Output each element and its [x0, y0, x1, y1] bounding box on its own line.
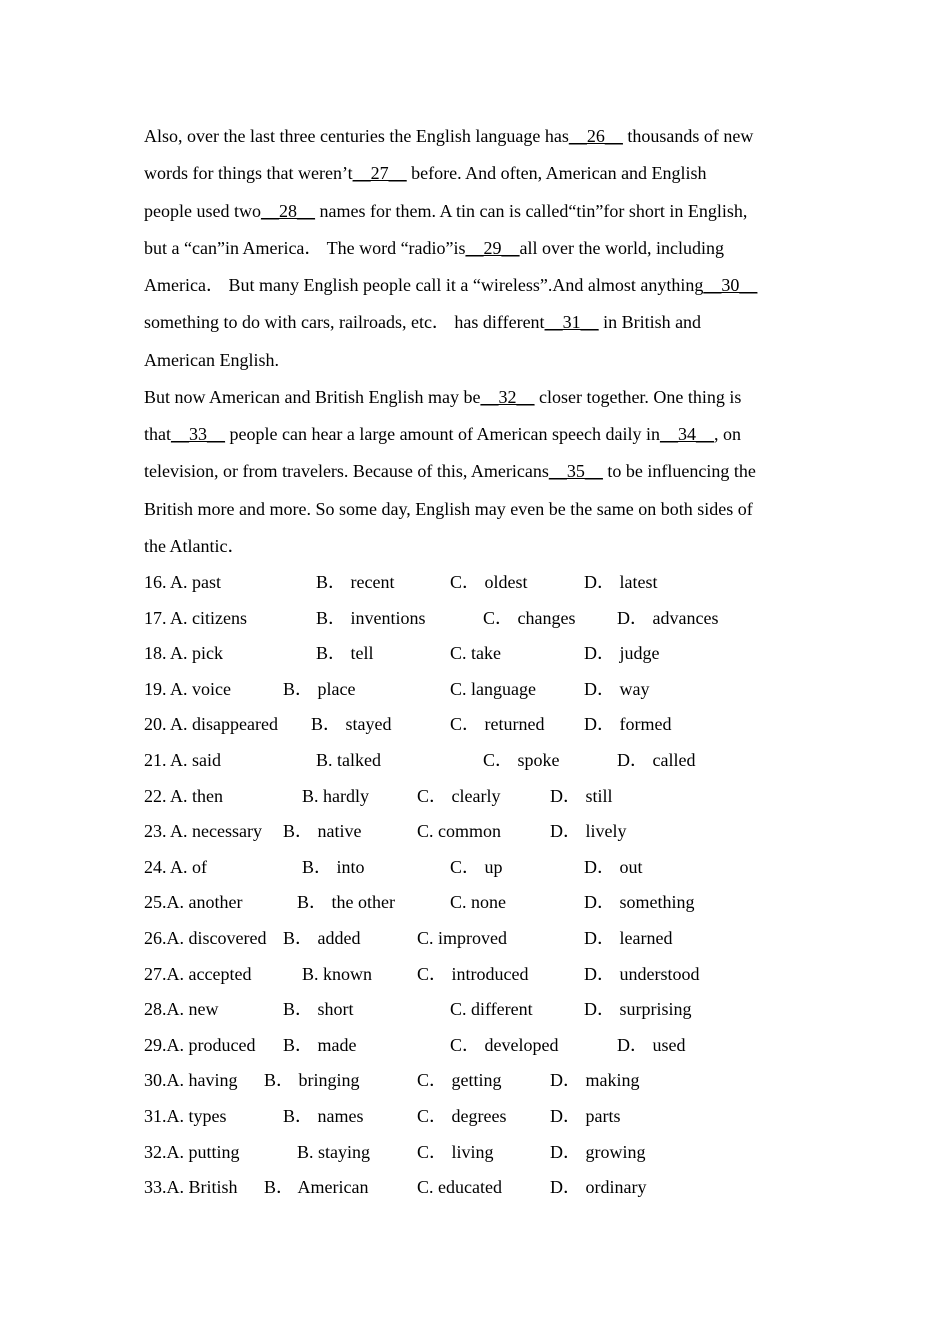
question-row: [144, 743, 814, 779]
option-a: 19. A. voice: [144, 678, 231, 699]
option-b: B． the other: [297, 892, 395, 913]
option-c: C． introduced: [417, 963, 529, 984]
option-b: B． American: [264, 1177, 369, 1198]
option-a: 17. A. citizens: [144, 607, 247, 628]
question-row: [144, 1099, 814, 1135]
question-row: [144, 636, 814, 672]
question-row: [144, 707, 814, 743]
option-b: B. talked: [316, 750, 381, 771]
option-d: D． lively: [550, 821, 627, 842]
blank-34: __34__: [660, 424, 714, 445]
option-b: B． tell: [316, 643, 374, 664]
option-b: B． short: [283, 999, 354, 1020]
option-d: D． growing: [550, 1141, 646, 1162]
option-c: C． living: [417, 1141, 494, 1162]
blank-32: __32__: [480, 387, 535, 408]
option-c: C． oldest: [450, 572, 528, 593]
option-d: D． used: [617, 1034, 686, 1055]
option-a: 29.A. produced: [144, 1034, 256, 1055]
option-b: B． inventions: [316, 607, 426, 628]
passage-line: but a “can”in America． The word “radio”is__29__all over the world, including: [144, 237, 724, 258]
option-b: B． recent: [316, 572, 395, 593]
blank-26: __26__: [568, 126, 623, 146]
passage-line: the Atlantic．: [144, 535, 246, 556]
passage-line: people used two__28__ names for them. A tin can is called“tin”for short in English,: [144, 200, 748, 221]
option-a: 20. A. disappeared: [144, 714, 278, 735]
question-row: [144, 814, 814, 850]
option-a: 18. A. pick: [144, 643, 223, 664]
question-row: [144, 957, 814, 993]
question-row: [144, 1135, 814, 1171]
option-a: 23. A. necessary: [144, 821, 262, 842]
question-row: [144, 565, 814, 601]
question-row: [144, 885, 814, 921]
option-c: C. none: [450, 892, 506, 913]
option-d: D． making: [550, 1070, 640, 1091]
passage-line: America． But many English people call it a “wireless”.And almost anything__30__: [144, 275, 758, 296]
passage-paragraph-1: [144, 118, 814, 379]
question-row: [144, 1063, 814, 1099]
blank-27: __27__: [352, 163, 407, 184]
option-a: 16. A. past: [144, 572, 222, 593]
option-c: C． returned: [450, 714, 545, 735]
option-d: D． understood: [584, 963, 700, 984]
document-page: [144, 118, 814, 1206]
option-b: B． into: [302, 856, 365, 877]
option-a: 28.A. new: [144, 999, 219, 1020]
option-d: D． latest: [584, 572, 658, 593]
option-a: 31.A. types: [144, 1106, 227, 1126]
blank-33: __33__: [171, 424, 225, 445]
option-c: C． getting: [417, 1070, 502, 1091]
option-c: C． changes: [483, 607, 576, 628]
blank-35: __35__: [548, 461, 603, 482]
passage-line: television, or from travelers. Because of this, Americans__35__ to be influencing the: [144, 461, 756, 482]
option-c: C. different: [450, 999, 533, 1020]
option-a: 26.A. discovered: [144, 928, 267, 949]
passage-line: words for things that weren’t__27__ before. And often, American and English: [144, 163, 707, 184]
question-row: [144, 601, 814, 637]
option-d: D． called: [617, 750, 696, 771]
option-d: D． formed: [584, 714, 672, 735]
blank-30: __30__: [703, 275, 758, 296]
option-b: B． names: [283, 1106, 364, 1126]
question-row: [144, 1170, 814, 1206]
option-c: C． developed: [450, 1034, 559, 1055]
option-b: B． added: [283, 928, 361, 949]
option-a: 21. A. said: [144, 750, 222, 771]
option-b: B． place: [283, 678, 356, 699]
question-row: [144, 992, 814, 1028]
option-b: B． bringing: [264, 1070, 360, 1091]
option-a: 30.A. having: [144, 1070, 238, 1091]
question-row: [144, 921, 814, 957]
passage-line: something to do with cars, railroads, etc． has different__31__ in British and: [144, 312, 702, 333]
option-c: C. language: [450, 678, 536, 699]
option-a: 33.A. British: [144, 1177, 238, 1198]
option-d: D． something: [584, 892, 695, 913]
option-d: D． judge: [584, 643, 660, 664]
question-row: [144, 1028, 814, 1064]
option-a: 24. A. of: [144, 856, 207, 877]
passage-paragraph-2: [144, 379, 814, 565]
question-options: [144, 565, 814, 1206]
passage-line: British more and more. So some day, English may even be the same on both sides of: [144, 498, 753, 519]
option-c: C. improved: [417, 928, 507, 949]
passage-line: But now American and British English may be__32__ closer together. One thing is: [144, 387, 742, 408]
passage-line: American English.: [144, 349, 279, 370]
option-d: D． advances: [617, 607, 719, 628]
option-d: D． still: [550, 785, 613, 806]
option-d: D． learned: [584, 928, 673, 949]
question-row: [144, 850, 814, 886]
option-b: B． made: [283, 1034, 357, 1055]
option-b: B. staying: [297, 1141, 371, 1162]
option-c: C． up: [450, 856, 503, 877]
option-c: C. common: [417, 821, 501, 842]
passage-line: that__33__ people can hear a large amount of American speech daily in__34__, on: [144, 424, 741, 445]
option-c: C. educated: [417, 1177, 502, 1198]
option-a: 32.A. putting: [144, 1141, 240, 1162]
option-d: D． parts: [550, 1106, 621, 1126]
question-row: [144, 779, 814, 815]
option-d: D． surprising: [584, 999, 692, 1020]
option-a: 25.A. another: [144, 892, 243, 913]
option-d: D． ordinary: [550, 1177, 647, 1198]
option-c: C. take: [450, 643, 501, 664]
option-c: C． clearly: [417, 785, 501, 806]
option-d: D． out: [584, 856, 643, 877]
option-c: C． degrees: [417, 1106, 507, 1126]
passage-line: Also, over the last three centuries the English language has__26__ thousands of new: [144, 126, 754, 146]
option-d: D． way: [584, 678, 650, 699]
option-c: C． spoke: [483, 750, 560, 771]
option-a: 22. A. then: [144, 785, 223, 806]
option-b: B. known: [302, 963, 373, 984]
blank-29: __29__: [465, 237, 520, 258]
option-b: B. hardly: [302, 785, 369, 806]
option-b: B． native: [283, 821, 362, 842]
question-row: [144, 672, 814, 708]
blank-31: __31__: [544, 312, 599, 333]
option-a: 27.A. accepted: [144, 963, 252, 984]
option-b: B． stayed: [311, 714, 392, 735]
blank-28: __28__: [260, 200, 315, 221]
